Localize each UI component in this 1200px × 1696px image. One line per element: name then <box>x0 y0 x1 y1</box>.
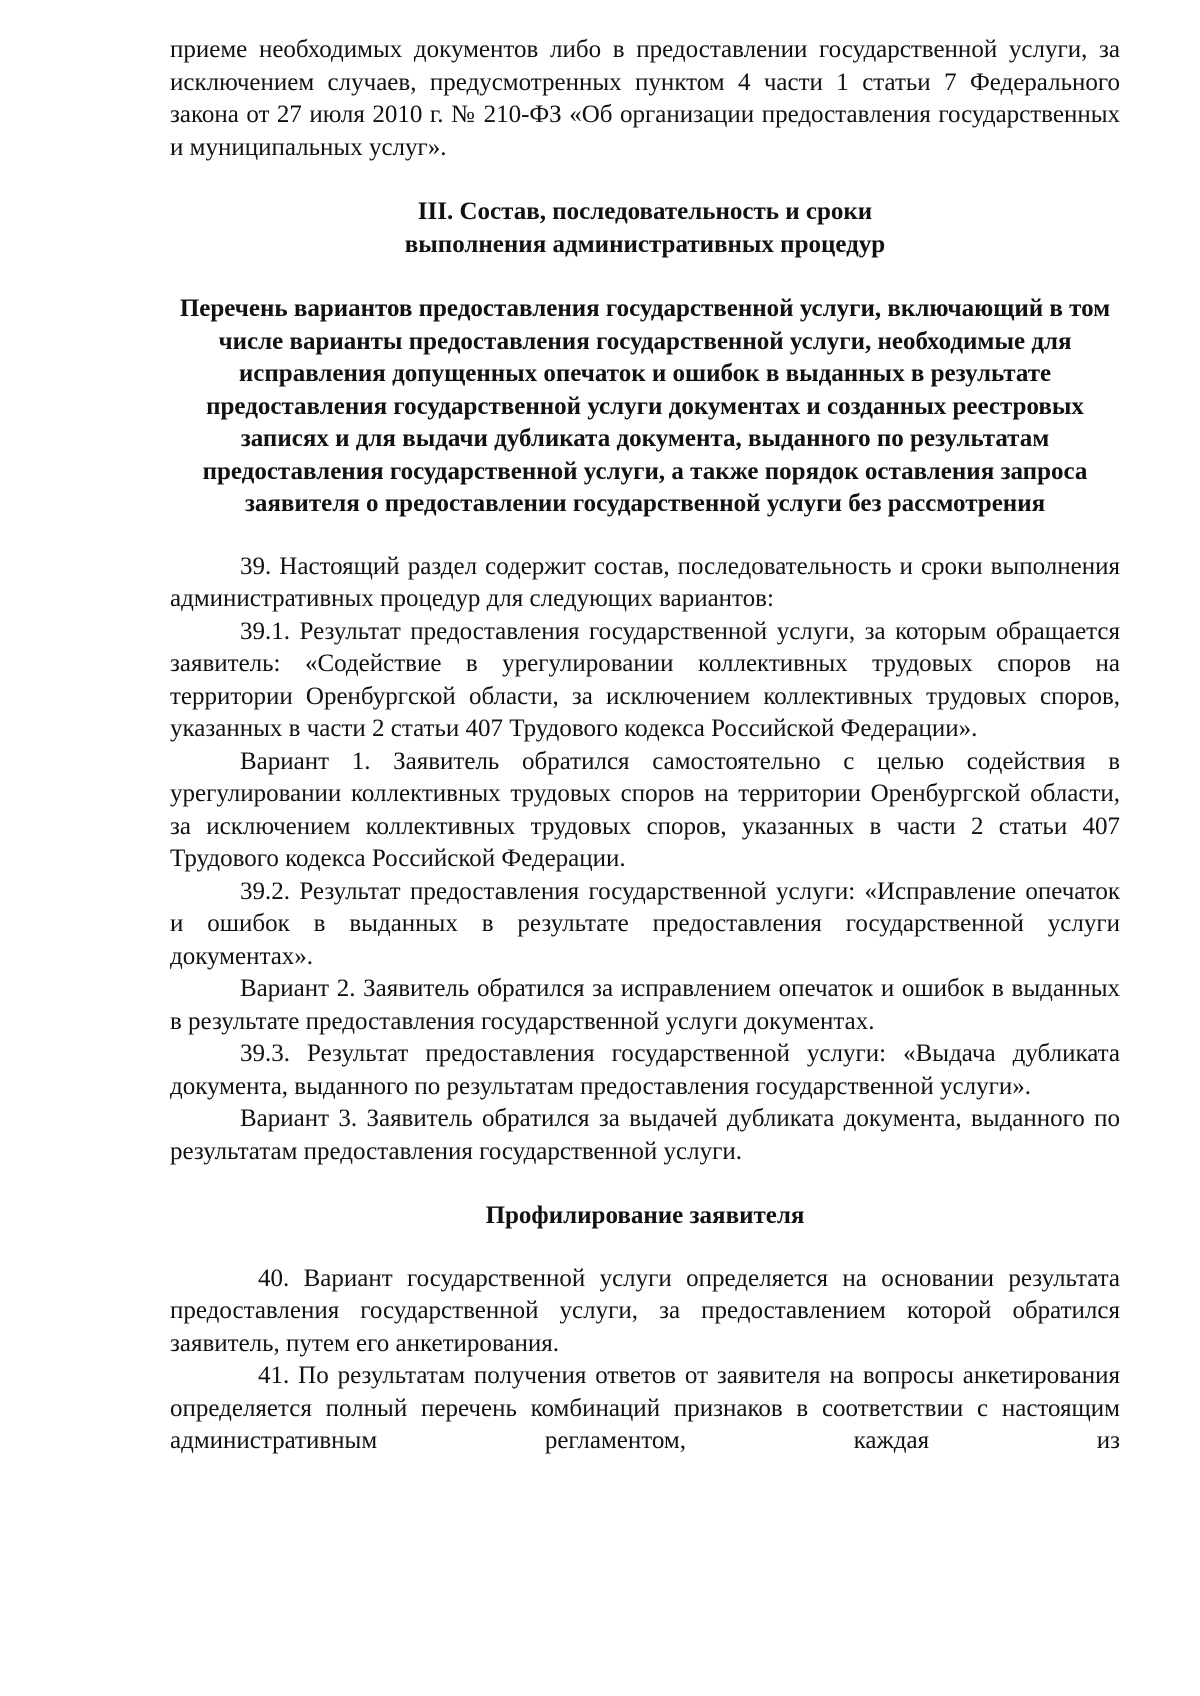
section-heading: III. Состав, последовательность и сроки выполнения административных процедур <box>404 198 886 258</box>
intro-paragraph: приеме необходимых документов либо в предоставлении государственной услуги, за исключением случаев, предусмотренных пунктом 4 части 1 статьи 7 Федерального закона от 27 июля 2010 г. № 210-ФЗ «Об организации предоставления государственных и муниципальных услуг». <box>170 36 1120 161</box>
spacer <box>170 1233 1120 1263</box>
paragraph-variant-2: Вариант 2. Заявитель обратился за исправлением опечаток и ошибок в выданных в результате предоставления государственной услуги документах. <box>170 975 1120 1035</box>
spacer <box>170 521 1120 551</box>
paragraph-39: 39. Настоящий раздел содержит состав, последовательность и сроки выполнения административных процедур для следующих вариантов: <box>170 552 1120 612</box>
spacer <box>170 261 1120 293</box>
paragraph-39-1: 39.1. Результат предоставления государственной услуги, за которым обращается заявитель: «Содействие в урегулировании коллективных трудовых споров на территории Оренбургской области, за исключением коллективных трудовых споров, указанных в части 2 статьи 407 Трудового кодекса Российской Федерации». <box>170 617 1120 742</box>
paragraph-variant-1: Вариант 1. Заявитель обратился самостоятельно с целью содействия в урегулировании коллективных трудовых споров на территории Оренбургской области, за исключением коллективных трудовых споров, указанных в части 2 статьи 407 Трудового кодекса Российской Федерации. <box>170 747 1120 872</box>
spacer <box>170 1168 1120 1200</box>
paragraph-41: 41. По результатам получения ответов от заявителя на вопросы анкетирования определяется полный перечень комбинаций признаков в соответствии с настоящим административным регламентом, каждая из <box>170 1362 1120 1454</box>
paragraph-40: 40. Вариант государственной услуги определяется на основании результата предоставления государственной услуги, за предоставлением которой обратился заявитель, путем его анкетирования. <box>170 1264 1120 1357</box>
paragraph-39-3: 39.3. Результат предоставления государственной услуги: «Выдача дубликата документа, выданного по результатам предоставления государственной услуги». <box>170 1040 1120 1100</box>
paragraph-variant-3: Вариант 3. Заявитель обратился за выдачей дубликата документа, выданного по результатам предоставления государственной услуги. <box>170 1105 1120 1165</box>
document-page <box>170 34 1120 1458</box>
subsection-heading: Перечень вариантов предоставления государственной услуги, включающий в том числе варианты предоставления государственной услуги, необходимые для исправления допущенных опечаток и ошибок в выданных в результате предоставления государственной услуги документах и созданных реестровых записях и для выдачи дубликата документа, выданного по результатам предоставления государственной услуги, а также порядок оставления запроса заявителя о предоставлении государственной услуги без рассмотрения <box>179 295 1111 517</box>
spacer <box>170 164 1120 196</box>
profiling-heading: Профилирование заявителя <box>485 1202 805 1229</box>
paragraph-39-2: 39.2. Результат предоставления государственной услуги: «Исправление опечаток и ошибок в выданных в результате предоставления государственной услуги документах». <box>170 877 1120 970</box>
